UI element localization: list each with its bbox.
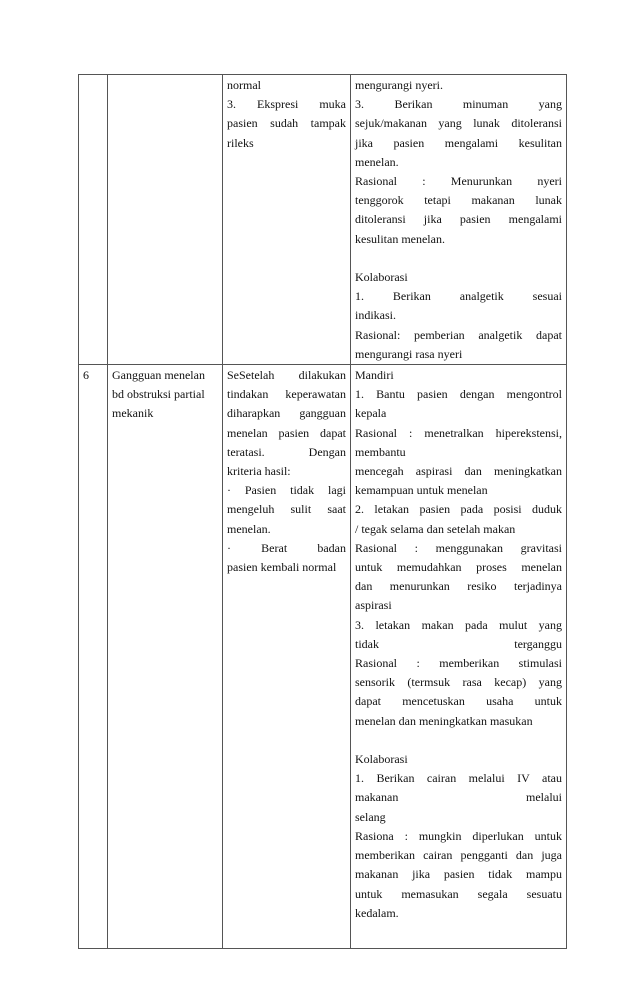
diagnosis-cell	[108, 365, 223, 949]
text-line: untuk memudahkan proses menelan	[355, 560, 562, 575]
text-line: tenggorok tetapi makanan lunak	[355, 193, 562, 208]
text-line: · Pasien tidak lagi	[227, 483, 346, 498]
text-line: Kolaborasi	[355, 270, 408, 285]
text-line	[355, 249, 562, 268]
text-line: menelan pasien dapat	[227, 425, 346, 440]
text-line: tidak terganggu	[355, 636, 562, 651]
text-line: mencegah aspirasi dan meningkatkan	[355, 464, 562, 479]
goal-cell	[223, 365, 351, 949]
table-row	[79, 75, 567, 365]
text-line: tindakan keperawatan	[227, 387, 346, 402]
text-line: / tegak selama dan setelah makan	[355, 521, 516, 536]
intervention-cell	[351, 75, 567, 365]
text-line: 3. letakan makan pada mulut yang	[355, 617, 562, 632]
text-line: ditoleransi jika pasien mengalami	[355, 212, 562, 227]
text-line: makanan melalui	[355, 790, 562, 805]
text-line: sensorik (termsuk rasa kecap) yang	[355, 675, 562, 690]
text-line: menelan.	[227, 521, 271, 536]
row-number-cell	[79, 75, 108, 365]
text-line: dan menurunkan resiko terjadinya	[355, 579, 562, 594]
text-line: kesulitan menelan.	[355, 231, 445, 246]
text-line: selang	[355, 809, 386, 824]
text-line: pasien sudah tampak	[227, 116, 346, 131]
text-line: kriteria hasil:	[227, 464, 291, 479]
table-row	[79, 365, 567, 949]
text-line: mekanik	[112, 406, 154, 421]
text-line: 2. letakan pasien pada posisi duduk	[355, 502, 562, 517]
text-line: mengeluh sulit saat	[227, 502, 346, 517]
text-line: pasien kembali normal	[227, 560, 337, 575]
row-number-cell	[79, 365, 108, 949]
text-line: jika pasien mengalami kesulitan	[355, 135, 562, 150]
text-line: rileks	[227, 135, 254, 150]
text-line: Kolaborasi	[355, 752, 408, 767]
text-line: menelan.	[355, 154, 399, 169]
text-line: 1. Bantu pasien dengan mengontrol	[355, 387, 562, 402]
nursing-care-plan-table	[78, 74, 567, 949]
text-line: Rasiona : mungkin diperlukan untuk	[355, 828, 562, 843]
text-line: Rasional : Menurunkan nyeri	[355, 174, 562, 189]
goal-cell	[223, 75, 351, 365]
text-line: · Berat badan	[227, 540, 346, 555]
intervention-cell	[351, 365, 567, 949]
text-line: 3. Berikan minuman yang	[355, 97, 562, 112]
text-line: kepala	[355, 406, 387, 421]
text-line: normal	[227, 78, 261, 92]
text-line: dapat mencetuskan usaha untuk	[355, 694, 562, 709]
text-line: Rasional : menggunakan gravitasi	[355, 540, 562, 555]
text-line: untuk memasukan segala sesuatu	[355, 886, 562, 901]
text-line: memberikan cairan pengganti dan juga	[355, 848, 562, 863]
text-line: Gangguan menelan	[112, 368, 205, 383]
text-line: 3. Ekspresi muka	[227, 97, 346, 112]
diagnosis-cell	[108, 75, 223, 365]
text-line: diharapkan gangguan	[227, 406, 346, 421]
text-line: 1. Berikan analgetik sesuai	[355, 289, 562, 304]
text-line: Mandiri	[355, 368, 394, 383]
text-line: makanan jika pasien tidak mampu	[355, 867, 562, 882]
text-line: Rasional : menetralkan hiperekstensi,	[355, 425, 562, 440]
text-line: kemampuan untuk menelan	[355, 483, 488, 498]
text-line: teratasi. Dengan	[227, 444, 346, 459]
text-line: sejuk/makanan yang lunak ditoleransi	[355, 116, 562, 131]
row-number: 6	[83, 368, 89, 383]
text-line: mengurangi rasa nyeri	[355, 346, 463, 361]
text-line: membantu	[355, 444, 406, 459]
text-line: SeSetelah dilakukan	[227, 368, 346, 383]
text-line: 1. Berikan cairan melalui IV atau	[355, 771, 562, 786]
text-line: Rasional : memberikan stimulasi	[355, 656, 562, 671]
text-line: Rasional: pemberian analgetik dapat	[355, 327, 562, 342]
text-line	[355, 731, 562, 750]
text-line: mengurangi nyeri.	[355, 78, 443, 92]
row-number	[83, 76, 103, 95]
text-line: bd obstruksi partial	[112, 387, 205, 402]
text-line: aspirasi	[355, 598, 392, 613]
text-line: kedalam.	[355, 905, 399, 920]
text-line: menelan dan meningkatkan masukan	[355, 713, 533, 728]
text-line: indikasi.	[355, 308, 396, 323]
